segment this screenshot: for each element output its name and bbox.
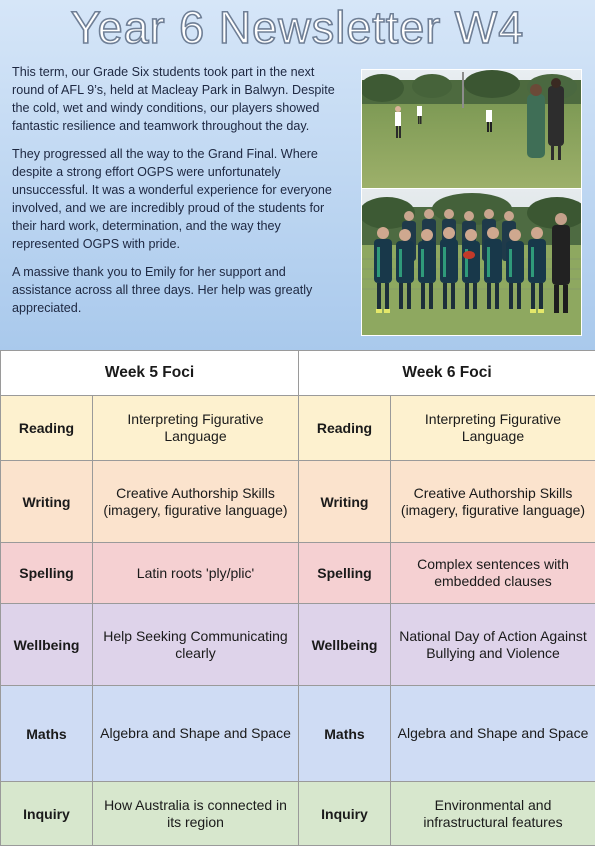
week6-cell: National Day of Action Against Bullying and Violence (391, 604, 595, 686)
subject-cell: Spelling (1, 543, 93, 604)
week5-cell: How Australia is connected in its region (93, 782, 299, 846)
table-row (1, 782, 595, 846)
subject-cell: Inquiry (299, 782, 391, 846)
week6-cell: Environmental and infrastructural features (391, 782, 595, 846)
intro-paragraph: This term, our Grade Six students took part in the next round of AFL 9’s, held at Macleay Park in Balwyn. Despite the cold, wet and windy conditions, our players showed fantastic resilience and teamwork throughout the day. (12, 63, 348, 135)
photo-field-image (362, 70, 581, 188)
subject-cell: Inquiry (1, 782, 93, 846)
subject-cell: Reading (299, 396, 391, 461)
week6-cell: Algebra and Shape and Space (391, 686, 595, 782)
table-row (1, 686, 595, 782)
week5-cell: Interpreting Figurative Language (93, 396, 299, 461)
subject-cell: Maths (1, 686, 93, 782)
week6-cell: Complex sentences with embedded clauses (391, 543, 595, 604)
table-row (1, 396, 595, 461)
intro-paragraph: A massive thank you to Emily for her support and assistance across all three days. Her help was greatly appreciated. (12, 263, 348, 317)
subject-cell: Writing (1, 461, 93, 543)
page-title: Year 6 Newsletter W4 (0, 2, 595, 54)
intro-text (12, 63, 348, 327)
week5-cell: Help Seeking Communicating clearly (93, 604, 299, 686)
subject-cell: Writing (299, 461, 391, 543)
week5-cell: Latin roots 'ply/plic' (93, 543, 299, 604)
table-row (1, 543, 595, 604)
week6-cell: Creative Authorship Skills (imagery, figurative language) (391, 461, 595, 543)
intro-paragraph: They progressed all the way to the Grand Final. Where despite a strong effort OGPS were unfortunately unsuccessful. It was a wonderful experience for everyone involved, and we are incredibly proud of the students for their hard work, determination, and the way they represented OGPS with pride. (12, 145, 348, 253)
week5-header: Week 5 Foci (1, 351, 299, 396)
week6-cell: Interpreting Figurative Language (391, 396, 595, 461)
subject-cell: Spelling (299, 543, 391, 604)
week6-header: Week 6 Foci (299, 351, 595, 396)
subject-cell: Maths (299, 686, 391, 782)
subject-cell: Reading (1, 396, 93, 461)
week5-cell: Creative Authorship Skills (imagery, figurative language) (93, 461, 299, 543)
week5-cell: Algebra and Shape and Space (93, 686, 299, 782)
subject-cell: Wellbeing (299, 604, 391, 686)
foci-header-row (1, 351, 595, 396)
table-row (1, 461, 595, 543)
photo-football-field (361, 69, 582, 189)
subject-cell: Wellbeing (1, 604, 93, 686)
table-row (1, 604, 595, 686)
foci-table (0, 350, 595, 846)
photo-team (361, 188, 582, 336)
photo-team-image (362, 189, 581, 335)
